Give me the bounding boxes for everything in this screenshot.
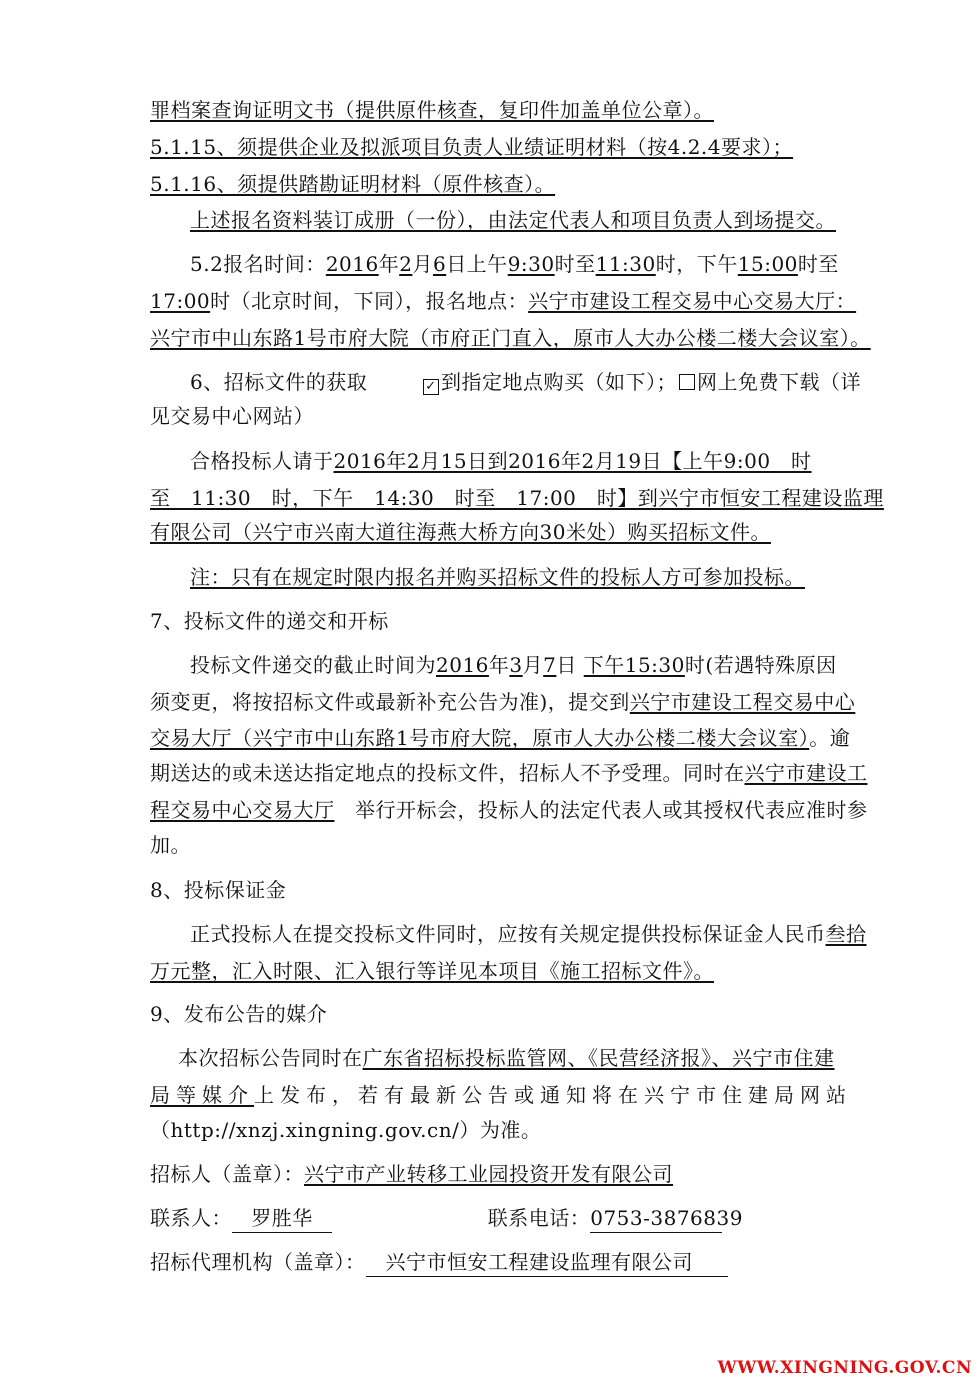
text-line: 期送达的或未送达指定地点的投标文件，招标人不予受理。同时在兴宁市建设工 (150, 761, 868, 785)
text-line: 正式投标人在提交投标文件同时，应按有关规定提供投标保证金人民币叁拾 (190, 922, 867, 946)
text-line: 有限公司（兴宁市兴南大道往海燕大桥方向30米处）购买招标文件。 (150, 520, 771, 544)
text-line: 加。 (150, 833, 191, 857)
text-line: 兴宁市中山东路1号市府大院（市府正门直入，原市人大办公楼二楼大会议室）。 (150, 326, 871, 350)
text-line: 见交易中心网站） (150, 404, 314, 428)
text-line: （http://xnzj.xingning.gov.cn/）为准。 (150, 1118, 542, 1142)
text-line: 注：只有在规定时限内报名并购买招标文件的投标人方可参加投标。 (190, 565, 805, 589)
tenderer-line: 招标人（盖章）：兴宁市产业转移工业园投资开发有限公司 (150, 1162, 673, 1186)
text-line: 投标文件递交的截止时间为2016年3月7日 下午15:30时(若遇特殊原因 (190, 653, 837, 677)
text-line: 上述报名资料装订成册（一份），由法定代表人和项目负责人到场提交。 (190, 208, 836, 232)
text-line: 局等媒介上发布，若有最新公告或通知将在兴宁市住建局网站 (150, 1083, 852, 1107)
text-line: 至 11:30 时，下午 14:30 时至 17:00 时】到兴宁市恒安工程建设监理 (150, 486, 884, 510)
text-line: 6、招标文件的获取 ✓ 到指定地点购买（如下）； 网上免费下载（详 (190, 370, 861, 394)
text-line: 须变更，将按招标文件或最新补充公告为准)，提交到兴宁市建设工程交易中心 (150, 690, 856, 714)
text-line: 17:00时（北京时间，下同），报名地点：兴宁市建设工程交易中心交易大厅： (150, 289, 857, 313)
text-line: 5.1.15、须提供企业及拟派项目负责人业绩证明材料（按4.2.4要求）； (150, 135, 794, 159)
text-line: 万元整，汇入时限、汇入银行等详见本项目《施工招标文件》。 (150, 959, 714, 983)
text-line: 5.2报名时间：2016年2月6日上午9:30时至11:30时，下午15:00时至 (190, 252, 839, 276)
text-line: 程交易中心交易大厅 举行开标会，投标人的法定代表人或其授权代表应准时参 (150, 798, 868, 822)
contact-name: 罗胜华 (232, 1204, 332, 1233)
text-line: 罪档案查询证明文书（提供原件核查，复印件加盖单位公章）。 (150, 98, 714, 122)
agency-name: 兴宁市恒安工程建设监理有限公司 (366, 1248, 728, 1277)
text-line: 5.1.16、须提供踏勘证明材料（原件核查）。 (150, 172, 556, 196)
unchecked-box-icon (679, 374, 695, 390)
contact-phone: 0753-3876839 (590, 1204, 722, 1233)
site-watermark: WWW.XINGNING.GOV.CN (717, 1358, 972, 1378)
text-line: 合格投标人请于2016年2月15日到2016年2月19日【上午9:00 时 (190, 449, 812, 473)
section-heading: 7、投标文件的递交和开标 (150, 609, 389, 633)
checked-box-icon: ✓ (423, 379, 439, 395)
section-heading: 8、投标保证金 (150, 878, 287, 902)
text-line: 交易大厅（兴宁市中山东路1号市府大院，原市人大办公楼二楼大会议室）。逾 (150, 726, 851, 750)
agency-line: 招标代理机构（盖章）： 兴宁市恒安工程建设监理有限公司 (150, 1248, 835, 1277)
section-heading: 9、发布公告的媒介 (150, 1002, 328, 1026)
contact-line: 联系人： 罗胜华 联系电话：0753-3876839 (150, 1204, 835, 1233)
text-line: 本次招标公告同时在广东省招标投标监管网、《民营经济报》、兴宁市住建 (178, 1046, 835, 1070)
